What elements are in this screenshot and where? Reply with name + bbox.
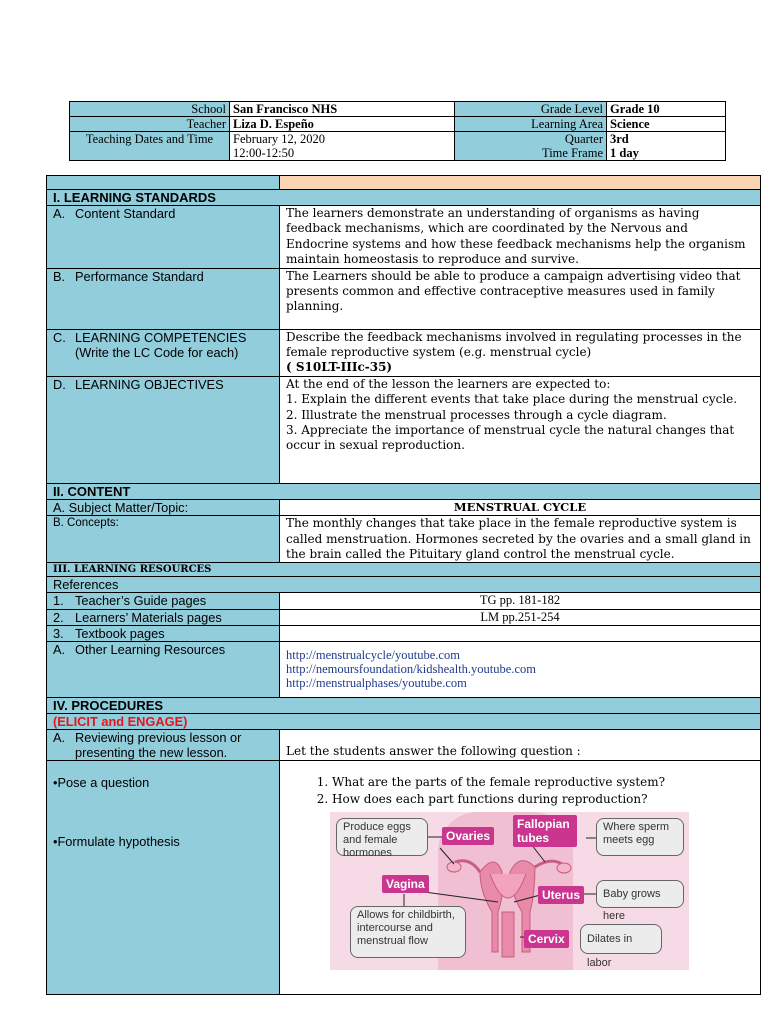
question-list <box>286 774 754 808</box>
resource-link[interactable]: http://nemoursfoundation/kidshealth.youtube.com <box>286 662 536 677</box>
question-item: 1. What are the parts of the female reproductive system? <box>332 774 754 791</box>
performance-standard-label: B. Performance Standard <box>47 268 280 329</box>
objectives-intro: At the end of the lesson the learners are expected to: <box>286 376 611 391</box>
header-table <box>69 101 726 161</box>
competency-cell <box>280 329 761 376</box>
grade-label: Grade Level <box>455 102 607 117</box>
formulate-hypothesis-label: •Formulate hypothesis <box>53 834 180 850</box>
ovaries-tag: Ovaries <box>442 827 494 845</box>
concepts-text: The monthly changes that take place in the female reproductive system is called menstruation. Hormones secreted by the ovaries and a small gland in the brain called the Pituitary gland control the menstrual cycle. <box>280 516 761 563</box>
time-text: 12:00-12:50 <box>233 146 295 160</box>
quarter-label: Quarter <box>564 132 603 146</box>
area-label: Learning Area <box>455 117 607 132</box>
subject-label: A. Subject Matter/Topic: <box>47 499 280 515</box>
objective-item: 1. Explain the different events that take place during the menstrual cycle. <box>286 392 738 407</box>
references-label: References <box>47 577 761 593</box>
procedure-steps <box>47 761 280 995</box>
produce-eggs-box: Produce eggs and female hormones <box>336 818 428 856</box>
competency-text: Describe the feedback mechanisms involved in regulating processes in the female reproductive system (e.g. menstrual cycle) <box>286 329 742 360</box>
competency-label: C. LEARNING COMPETENCIES (Write the LC Code for each) <box>47 329 280 376</box>
vagina-tag: Vagina <box>382 875 429 893</box>
performance-standard-text: The Learners should be able to produce a campaign advertising video that presents common and effective contraceptive measures used in family planning. <box>280 268 761 329</box>
dilates-box: Dilates in labor <box>580 924 662 954</box>
resource-link[interactable]: http://menstrualphases/youtube.com <box>286 676 467 691</box>
quarter-timeframe-value <box>607 132 726 161</box>
instruction-text: Let the students answer the following question : <box>280 730 761 761</box>
other-resources-label: A. Other Learning Resources <box>47 642 280 698</box>
objectives-label: D. LEARNING OBJECTIVES <box>47 376 280 483</box>
uterus-tag: Uterus <box>538 886 584 904</box>
other-resources-links <box>280 642 761 698</box>
review-label: A. Reviewing previous lesson or presenting the new lesson. <box>47 730 280 761</box>
concepts-label: B. Concepts: <box>47 516 280 563</box>
dates-value <box>230 132 455 161</box>
question-item: 2. How does each part functions during reproduction? <box>332 791 754 808</box>
school-label: School <box>70 102 230 117</box>
teacher-value: Liza D. Espeño <box>230 117 455 132</box>
content-standard-text: The learners demonstrate an understanding of organisms as having feedback mechanisms, which are coordinated by the Nervous and Endocrine systems and how these feedback mechanisms help the organism maintain homeostasis to reproduce and survive. <box>280 206 761 269</box>
objective-item: 3. Appreciate the importance of menstrual cycle the natural changes that occur in sexual reproduction. <box>286 423 735 453</box>
baby-grows-box: Baby grows here <box>596 880 684 908</box>
subject-value: MENSTRUAL CYCLE <box>280 499 761 515</box>
allows-childbirth-box: Allows for childbirth, intercourse and menstrual flow <box>350 906 466 958</box>
date-text: February 12, 2020 <box>233 132 325 146</box>
top-blank-right <box>280 176 761 190</box>
where-sperm-box: Where sperm meets egg <box>596 818 684 856</box>
dates-label: Teaching Dates and Time <box>70 132 230 161</box>
fallopian-tubes-tag: Fallopian tubes <box>513 815 577 847</box>
tg-value: TG pp. 181-182 <box>280 593 761 609</box>
teacher-label: Teacher <box>70 117 230 132</box>
textbook-label: 3. Textbook pages <box>47 626 280 642</box>
quarter-timeframe-label <box>455 132 607 161</box>
top-blank-left <box>47 176 280 190</box>
objective-item: 2. Illustrate the menstrual processes through a cycle diagram. <box>286 407 667 422</box>
school-value: San Francisco NHS <box>230 102 455 117</box>
competency-code: ( S10LT-IIIc-35) <box>286 360 393 375</box>
grade-value: Grade 10 <box>607 102 726 117</box>
procedures-heading: IV. PROCEDURES <box>47 698 761 714</box>
area-value: Science <box>607 117 726 132</box>
pose-question-label: •Pose a question <box>53 775 150 791</box>
textbook-value <box>280 626 761 642</box>
objectives-cell <box>280 376 761 483</box>
quarter-value: 3rd <box>610 132 629 146</box>
reproductive-system-diagram <box>330 812 689 970</box>
content-standard-label: A. Content Standard <box>47 206 280 269</box>
content-heading: II. CONTENT <box>47 483 761 499</box>
standards-heading: I. LEARNING STANDARDS <box>47 190 761 206</box>
lm-value: LM pp.251-254 <box>280 609 761 625</box>
cervix-tag: Cervix <box>524 930 569 948</box>
resource-link[interactable]: http://menstrualcycle/youtube.com <box>286 648 460 663</box>
tg-label: 1. Teacher’s Guide pages <box>47 593 280 609</box>
timeframe-value: 1 day <box>610 146 639 160</box>
timeframe-label: Time Frame <box>542 146 603 160</box>
resources-heading: III. LEARNING RESOURCES <box>47 563 761 577</box>
lm-label: 2. Learners’ Materials pages <box>47 609 280 625</box>
elicit-engage-label: (ELICIT and ENGAGE) <box>47 714 761 730</box>
